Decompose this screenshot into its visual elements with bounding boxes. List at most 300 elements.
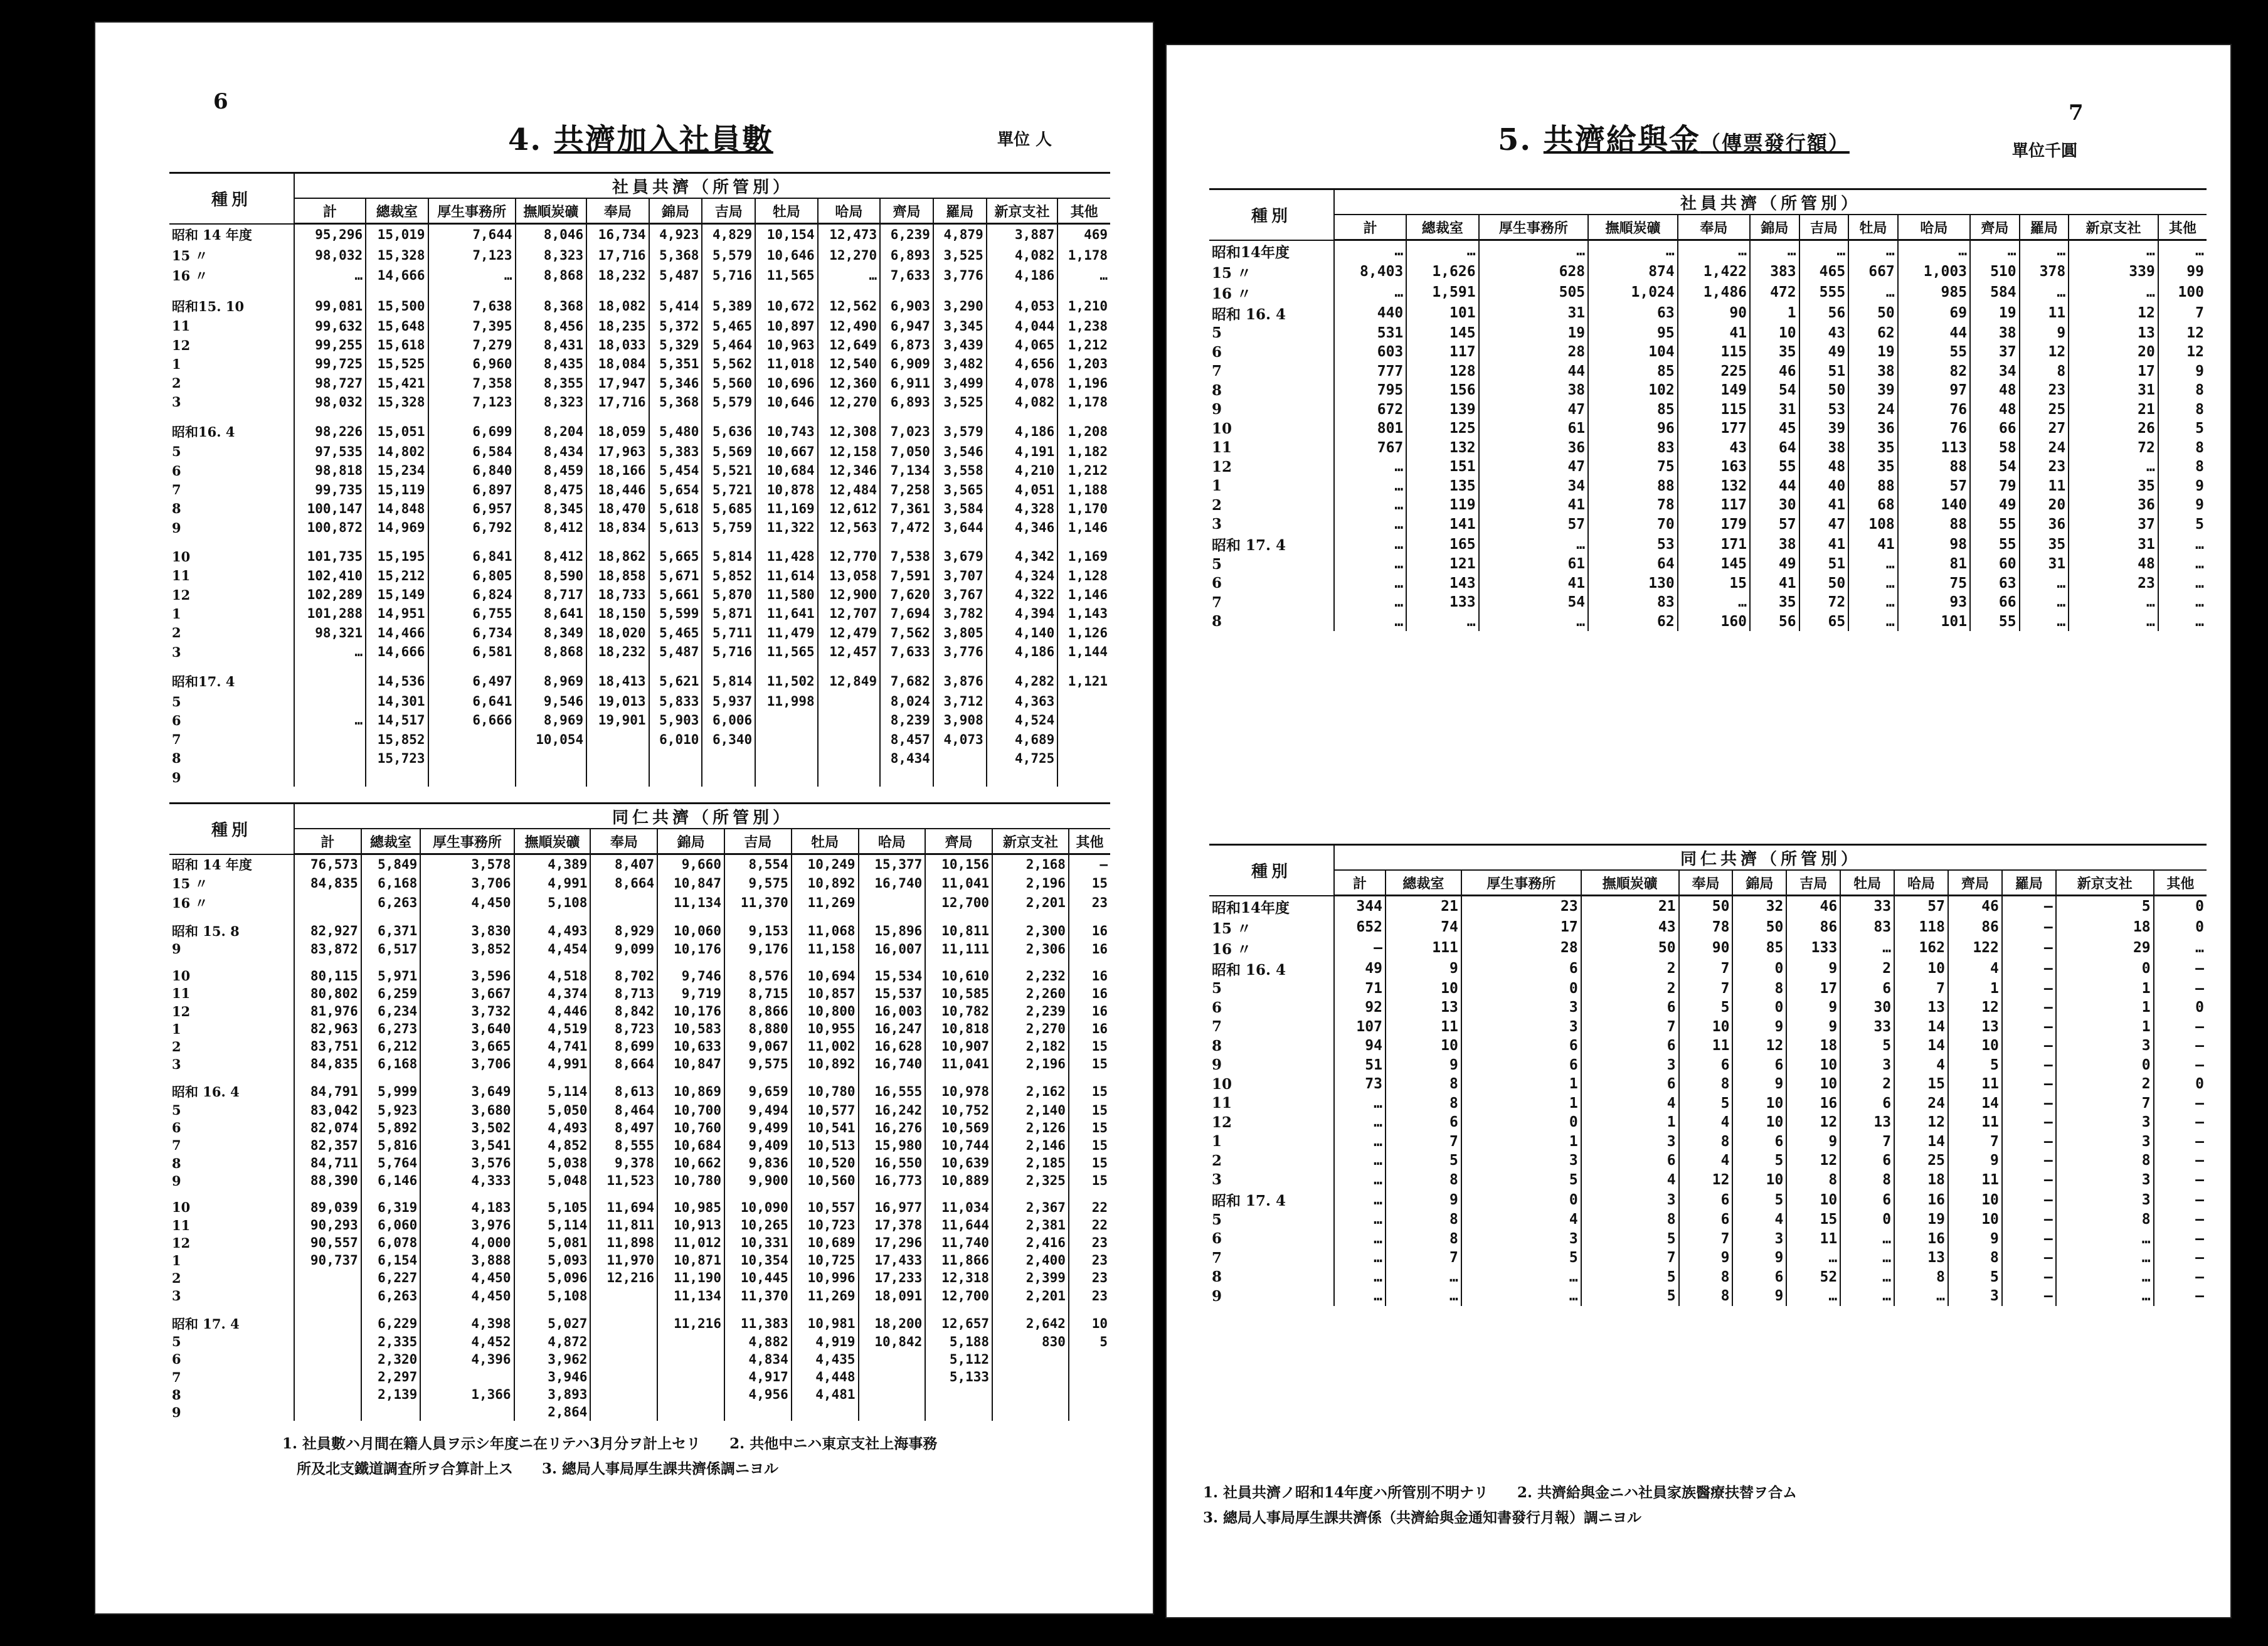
table-cell: 71: [1334, 979, 1386, 999]
table-cell: …: [1799, 240, 1849, 262]
table-cell: 7,638: [428, 296, 516, 317]
column-header: 總裁室: [1406, 215, 1478, 240]
table-row: [1209, 1017, 2207, 1037]
table-cell: 1,170: [1057, 499, 1110, 518]
table-cell: 10: [1786, 1075, 1840, 1094]
column-header: 計: [1334, 870, 1386, 896]
unit-label: 單位 人: [997, 130, 1052, 149]
table-cell: 55: [1898, 342, 1970, 362]
table-cell: 6,873: [880, 336, 933, 354]
table-cell: 55: [1970, 534, 2020, 555]
table-cell: 1: [1461, 1132, 1581, 1152]
table-cell: 6,078: [361, 1234, 421, 1251]
table-cell: 19,901: [586, 711, 649, 730]
table-cell: —: [2154, 1056, 2207, 1075]
table-cell: 2,297: [361, 1368, 421, 1386]
table-cell: 5,579: [702, 245, 755, 265]
table-cell: 132: [1406, 438, 1478, 458]
table-cell: —: [2002, 998, 2056, 1017]
table-cell: 81,976: [294, 1002, 361, 1020]
table-cell: 6,060: [361, 1216, 421, 1234]
table-cell: 12,270: [818, 245, 880, 265]
table-cell: 5,569: [702, 442, 755, 461]
table-cell: 27: [2020, 419, 2069, 438]
table-cell: …: [2158, 534, 2207, 555]
table-cell: …: [1840, 1248, 1894, 1268]
table-cell: [294, 1287, 361, 1304]
table-cell: 4,186: [987, 265, 1058, 286]
table-cell: 43: [1799, 324, 1849, 343]
table-cell: 38: [1799, 438, 1849, 458]
table-cell: [428, 286, 516, 296]
table-cell: 18: [2056, 917, 2154, 938]
table-cell: …: [1894, 1287, 1948, 1306]
table-cell: 55: [1970, 612, 2020, 632]
table-cell: 555: [1799, 282, 1849, 303]
table-cell: 83,872: [294, 940, 361, 958]
table-cell: 177: [1678, 419, 1750, 438]
table-cell: 6,319: [361, 1199, 421, 1216]
table-cell: 339: [2069, 262, 2158, 282]
table-cell: [420, 1305, 514, 1314]
table-cell: [361, 1403, 421, 1421]
table-cell: —: [2154, 979, 2207, 999]
table-cell: 97,535: [294, 442, 366, 461]
row-label: 9: [1212, 1056, 1222, 1074]
table-cell: 57: [1898, 477, 1970, 496]
table-cell: 7: [2158, 303, 2207, 324]
row-label: 5: [1212, 555, 1222, 573]
table-cell: 11,383: [724, 1314, 792, 1332]
table-cell: [792, 1189, 859, 1199]
table-cell: [294, 286, 366, 296]
table-cell: 4,454: [514, 940, 591, 958]
table-cell: 25: [2020, 400, 2069, 420]
table-cell: 101: [1898, 612, 1970, 632]
table-row: [1209, 612, 2207, 632]
table-row: [1209, 1151, 2207, 1171]
table-cell: 31: [2069, 534, 2158, 555]
table-cell: [516, 537, 587, 547]
table-cell: 8,323: [516, 393, 587, 412]
row-label: 昭和16. 4: [172, 424, 235, 440]
table-cell: 4,882: [724, 1333, 792, 1351]
table-cell: [590, 1314, 657, 1332]
table-cell: 3,830: [420, 921, 514, 940]
table-cell: [649, 749, 702, 768]
table-cell: 140: [1898, 496, 1970, 515]
table-cell: 82: [1898, 362, 1970, 381]
table-cell: 5,599: [649, 604, 702, 623]
table-cell: —: [2154, 1229, 2207, 1249]
table-cell: [925, 1305, 992, 1314]
table-cell: 3: [2056, 1171, 2154, 1190]
table-cell: 8,929: [590, 921, 657, 940]
table-cell: 5,711: [702, 624, 755, 642]
table-cell: 101,735: [294, 547, 366, 566]
table-cell: 86: [1786, 917, 1840, 938]
table-cell: 98,032: [294, 245, 366, 265]
table-cell: [590, 912, 657, 921]
column-header: 齊局: [1970, 215, 2020, 240]
row-label: 9: [172, 1404, 181, 1420]
table-cell: 7,395: [428, 317, 516, 336]
table-cell: 11,041: [925, 1055, 992, 1073]
row-label: 7: [1212, 1018, 1222, 1036]
table-cell: …: [1386, 1287, 1461, 1306]
table-cell: …: [1840, 1287, 1894, 1306]
table-row: [169, 480, 1110, 499]
table-cell: 5: [1581, 1229, 1679, 1249]
table-cell: 8,868: [516, 642, 587, 661]
table-cell: 5,716: [702, 265, 755, 286]
table-cell: 119: [1406, 496, 1478, 515]
row-label: [169, 912, 294, 921]
table-cell: 115: [1678, 400, 1750, 420]
table-cell: 9: [1786, 998, 1840, 1017]
table-cell: 10,981: [792, 1314, 859, 1332]
table-cell: 4,210: [987, 461, 1058, 480]
table-cell: 0: [1840, 1210, 1894, 1229]
table-cell: 122: [1948, 938, 2002, 958]
table-cell: 3: [1581, 1056, 1679, 1075]
row-label: 16 〃: [1212, 285, 1252, 302]
column-header: 厚生事務所: [1479, 215, 1589, 240]
table-cell: 4,524: [987, 711, 1058, 730]
column-header: 羅局: [933, 198, 987, 224]
table-cell: 10,869: [657, 1082, 724, 1101]
table-row: [169, 1002, 1110, 1020]
table-cell: 1,003: [1898, 262, 1970, 282]
table-cell: 22: [1069, 1216, 1110, 1234]
table-cell: 14,466: [366, 624, 428, 642]
table-cell: 12,216: [590, 1269, 657, 1287]
table-cell: 9,378: [590, 1154, 657, 1172]
table-cell: 5: [1948, 1056, 2002, 1075]
table-row: [1209, 574, 2207, 593]
table-cell: 10,760: [657, 1119, 724, 1137]
table-cell: 9,659: [724, 1082, 792, 1101]
table-cell: 9,546: [516, 692, 587, 711]
table-cell: 72: [1799, 593, 1849, 612]
table-cell: 83: [1588, 593, 1678, 612]
table-cell: 8: [2056, 1151, 2154, 1171]
table-cell: 11,565: [755, 265, 817, 286]
table-cell: 4,053: [987, 296, 1058, 317]
table-cell: [366, 661, 428, 671]
column-header: 其他: [2154, 870, 2207, 896]
table-cell: 15,377: [859, 854, 926, 874]
table-cell: 4,834: [724, 1351, 792, 1368]
table-cell: …: [1057, 265, 1110, 286]
table-cell: 12,849: [818, 671, 880, 692]
table-row: [169, 336, 1110, 354]
table-cell: 7: [1581, 1017, 1679, 1037]
table-cell: 113: [1898, 438, 1970, 458]
table-cell: 32: [1732, 896, 1786, 917]
table-cell: 10,646: [755, 393, 817, 412]
table-cell: 4,741: [514, 1038, 591, 1055]
table-row: [169, 1403, 1110, 1421]
table-cell: 11,190: [657, 1269, 724, 1287]
table-cell: [702, 661, 755, 671]
table-cell: —: [2154, 1113, 2207, 1132]
row-label: 11: [172, 318, 191, 334]
table-cell: [859, 958, 926, 967]
table-cell: 4: [1679, 1113, 1733, 1132]
table-cell: 15,051: [366, 422, 428, 442]
table-cell: 6: [1840, 1094, 1894, 1113]
table-cell: 0: [1732, 958, 1786, 979]
table-cell: 5: [1679, 998, 1733, 1017]
table-cell: [420, 1368, 514, 1386]
table-cell: …: [294, 265, 366, 286]
table-cell: 3: [2056, 1189, 2154, 1210]
row-label: [169, 958, 294, 967]
table-cell: 15: [1069, 1102, 1110, 1119]
table-cell: 65: [1799, 612, 1849, 632]
table-row: [169, 1038, 1110, 1055]
table-cell: 8,613: [590, 1082, 657, 1101]
table-cell: 10,723: [792, 1216, 859, 1234]
table-cell: [992, 1368, 1069, 1386]
table-cell: 31: [1479, 303, 1589, 324]
table-cell: 12,563: [818, 518, 880, 537]
table-cell: 8,868: [516, 265, 587, 286]
table-cell: 12: [1679, 1171, 1733, 1190]
table-cell: 21: [1581, 896, 1679, 917]
table-cell: 53: [1799, 400, 1849, 420]
table-cell: 3,776: [933, 642, 987, 661]
table-cell: 3,596: [420, 967, 514, 985]
table-cell: 5,372: [649, 317, 702, 336]
table-cell: 3,706: [420, 874, 514, 893]
table-cell: 7: [1948, 1132, 2002, 1152]
table-cell: 143: [1406, 574, 1478, 593]
table-cell: …: [2158, 612, 2207, 632]
table-row: [169, 874, 1110, 893]
table-cell: 3,558: [933, 461, 987, 480]
table-cell: 8: [1386, 1171, 1461, 1190]
table-cell: 40: [1799, 477, 1849, 496]
table-row: [169, 354, 1110, 373]
table-row: [169, 1172, 1110, 1189]
table-cell: —: [2002, 1229, 2056, 1249]
table-cell: 672: [1334, 400, 1406, 420]
table-cell: 2,182: [992, 1038, 1069, 1055]
table-cell: 18: [1894, 1171, 1948, 1190]
table-cell: 10,889: [925, 1172, 992, 1189]
table-cell: [755, 711, 817, 730]
table-cell: [933, 412, 987, 422]
table-cell: 49: [1750, 555, 1799, 574]
table-cell: 10,445: [724, 1269, 792, 1287]
table-cell: 5: [1386, 1151, 1461, 1171]
row-label: 12: [172, 1003, 191, 1019]
table-cell: 5,346: [649, 374, 702, 393]
table-cell: 82,927: [294, 921, 361, 940]
table-cell: 10,847: [657, 1055, 724, 1073]
table-cell: 95: [1588, 324, 1678, 343]
table-row: [1209, 1268, 2207, 1287]
table-cell: 17,963: [586, 442, 649, 461]
table-row: [169, 940, 1110, 958]
table-cell: 104: [1588, 342, 1678, 362]
table-cell: 17,716: [586, 245, 649, 265]
table-cell: 8,456: [516, 317, 587, 336]
table-cell: 9,900: [724, 1172, 792, 1189]
table-cell: 9: [1386, 958, 1461, 979]
table-cell: 8,702: [590, 967, 657, 985]
table-cell: 9: [2158, 496, 2207, 515]
column-header: 其他: [2158, 215, 2207, 240]
table-cell: 11,370: [724, 893, 792, 911]
table-cell: 3,976: [420, 1216, 514, 1234]
table-cell: 5,636: [702, 422, 755, 442]
row-label: 昭和14年度: [1212, 899, 1290, 916]
table-cell: 100: [2158, 282, 2207, 303]
table-row: [169, 671, 1110, 692]
row-label: [169, 1305, 294, 1314]
table-cell: 12,457: [818, 642, 880, 661]
table-cell: 11,998: [755, 692, 817, 711]
column-header: 哈局: [1894, 870, 1948, 896]
table-cell: 15: [1069, 1038, 1110, 1055]
table-cell: 8,475: [516, 480, 587, 499]
table-cell: [586, 286, 649, 296]
table-row: [1209, 1113, 2207, 1132]
row-label: 2: [172, 375, 181, 391]
table-cell: [792, 912, 859, 921]
table-cell: 3,290: [933, 296, 987, 317]
table-cell: 11,012: [657, 1234, 724, 1251]
table-cell: 8,434: [516, 442, 587, 461]
table-cell: 11: [2020, 303, 2069, 324]
table-cell: 46: [1786, 896, 1840, 917]
table-cell: —: [2002, 1132, 2056, 1152]
table-cell: 10,871: [657, 1251, 724, 1269]
table-cell: 777: [1334, 362, 1406, 381]
table-cell: 378: [2020, 262, 2069, 282]
table-cell: 99: [2158, 262, 2207, 282]
table-cell: 7,358: [428, 374, 516, 393]
table-cell: 0: [1461, 1189, 1581, 1210]
table-cell: 3: [1732, 1229, 1786, 1249]
table-cell: 72: [2069, 438, 2158, 458]
table-row: [1209, 555, 2207, 574]
table-cell: 4,519: [514, 1020, 591, 1038]
table-cell: 5,618: [649, 499, 702, 518]
table-cell: 7,633: [880, 265, 933, 286]
table-cell: [859, 1368, 926, 1386]
table-cell: 8,715: [724, 985, 792, 1002]
table-cell: [294, 412, 366, 422]
table-cell: 13: [1386, 998, 1461, 1017]
table-cell: 16: [1069, 921, 1110, 940]
table-cell: [724, 912, 792, 921]
table-cell: [1069, 958, 1110, 967]
table-cell: 14,301: [366, 692, 428, 711]
page-number: 6: [213, 89, 228, 114]
column-header: 撫順炭礦: [1588, 215, 1678, 240]
row-label: 10: [1212, 1075, 1232, 1093]
table-cell: 2,260: [992, 985, 1069, 1002]
row-label: 10: [1212, 420, 1232, 437]
table-cell: 1,238: [1057, 317, 1110, 336]
table-cell: 11,694: [590, 1199, 657, 1216]
table-cell: 43: [1678, 438, 1750, 458]
table-cell: 18,150: [586, 604, 649, 623]
table-cell: 10,985: [657, 1199, 724, 1216]
table-cell: 17,378: [859, 1216, 926, 1234]
table-cell: 18,235: [586, 317, 649, 336]
table-cell: …: [2056, 1229, 2154, 1249]
table-cell: 15: [1069, 1137, 1110, 1154]
table-cell: 10,577: [792, 1102, 859, 1119]
table-cell: 6: [1461, 1056, 1581, 1075]
table-cell: …: [1840, 938, 1894, 958]
table-cell: 1,203: [1057, 354, 1110, 373]
table-cell: 2,232: [992, 967, 1069, 985]
row-label: 5: [172, 1334, 181, 1350]
table-cell: 15: [1678, 574, 1750, 593]
row-label: 8: [1212, 381, 1222, 399]
table-cell: 6: [1679, 1210, 1733, 1229]
table-cell: 11,740: [925, 1234, 992, 1251]
table-cell: 149: [1678, 381, 1750, 400]
table-cell: 8: [1948, 1248, 2002, 1268]
table-cell: [925, 1403, 992, 1421]
table-cell: 28: [1461, 938, 1581, 958]
table-cell: 179: [1678, 515, 1750, 534]
table-row: [169, 692, 1110, 711]
table-cell: 7,620: [880, 585, 933, 604]
table-cell: 4: [1581, 1171, 1679, 1190]
column-header: 新京支社: [2056, 870, 2154, 896]
table-cell: 3,962: [514, 1351, 591, 1368]
table-cell: 4,051: [987, 480, 1058, 499]
table-cell: …: [1970, 240, 2020, 262]
column-header: 總裁室: [1386, 870, 1461, 896]
table-cell: 3,876: [933, 671, 987, 692]
table-cell: 165: [1406, 534, 1478, 555]
table-cell: 61: [1479, 419, 1589, 438]
table-cell: …: [1750, 240, 1799, 262]
table-cell: 4,917: [724, 1368, 792, 1386]
table-cell: 4: [1461, 1210, 1581, 1229]
table-cell: 50: [1799, 381, 1849, 400]
table-cell: 12,707: [818, 604, 880, 623]
table-row: [169, 730, 1110, 748]
table-cell: 1: [1461, 1075, 1581, 1094]
table-cell: 531: [1334, 324, 1406, 343]
column-header: 奉局: [1679, 870, 1733, 896]
table-cell: 11,041: [925, 874, 992, 893]
table-cell: 5,105: [514, 1199, 591, 1216]
table-cell: 31: [2020, 555, 2069, 574]
table-cell: 667: [1848, 262, 1898, 282]
table-cell: 16: [1069, 940, 1110, 958]
table-cell: 4,044: [987, 317, 1058, 336]
table-cell: [657, 1386, 724, 1403]
table-cell: 10,743: [755, 422, 817, 442]
table-cell: 12: [1732, 1036, 1786, 1056]
table-cell: 11,018: [755, 354, 817, 373]
row-label: 昭和 16. 4: [172, 1084, 240, 1100]
table-cell: 4,493: [514, 1119, 591, 1137]
table-cell: 6: [1840, 979, 1894, 999]
table-cell: 44: [1479, 362, 1589, 381]
